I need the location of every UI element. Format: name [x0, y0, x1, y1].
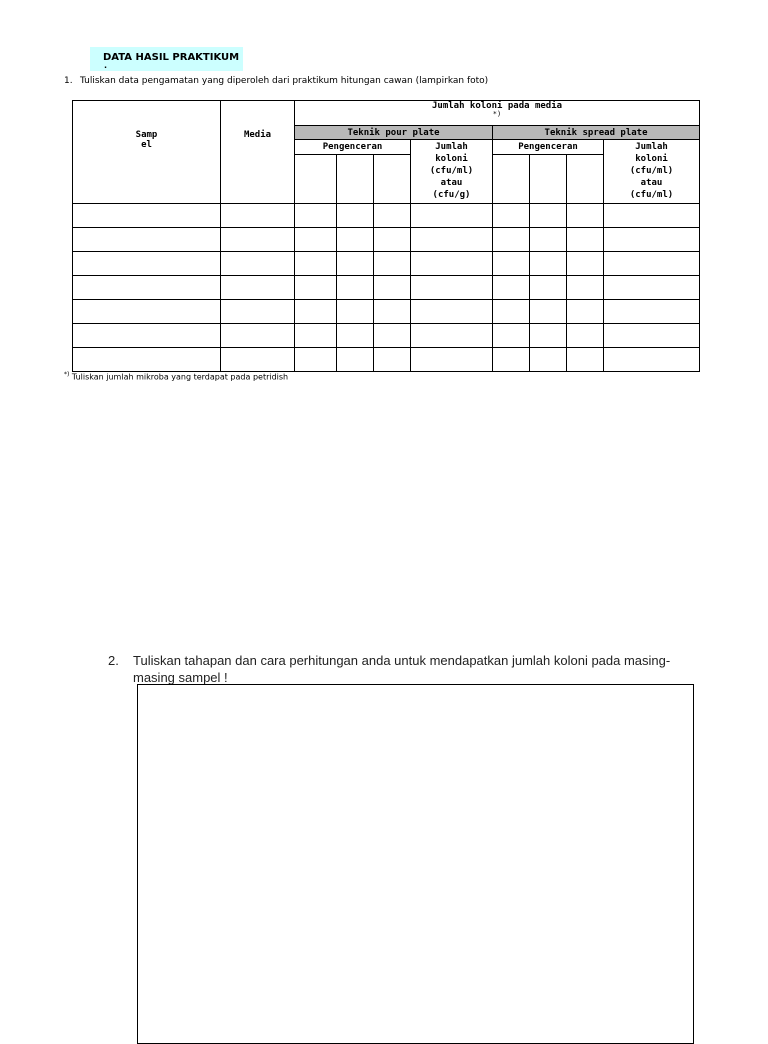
table-cell[interactable]: [295, 348, 337, 372]
header-jumlah-spread: [604, 140, 700, 204]
jumlah-pour-line: atau: [440, 178, 463, 188]
table-cell[interactable]: [337, 324, 374, 348]
jumlah-spread-line: (cfu/ml): [629, 166, 674, 176]
table-cell[interactable]: [530, 252, 567, 276]
footnote-text: Tuliskan jumlah mikroba yang terdapat pada petridish: [71, 372, 289, 382]
question-1-number: 1.: [64, 76, 73, 86]
header-pengenceran-spread: Pengenceran: [493, 140, 604, 155]
table-cell[interactable]: [567, 204, 604, 228]
table-cell[interactable]: [493, 228, 530, 252]
table-cell[interactable]: [530, 276, 567, 300]
table-cell[interactable]: [221, 228, 295, 252]
section-title-text: DATA HASIL PRAKTIKUM: [103, 52, 240, 63]
dilution-cell: [493, 155, 530, 204]
table-cell[interactable]: [567, 300, 604, 324]
jumlah-pour-line: (cfu/g): [432, 190, 471, 200]
table-cell[interactable]: [411, 324, 493, 348]
header-jumlah-koloni-text: Jumlah koloni pada media: [432, 101, 563, 111]
jumlah-pour-line: koloni: [435, 154, 468, 164]
table-cell[interactable]: [337, 348, 374, 372]
table-cell[interactable]: [374, 276, 411, 300]
table-cell[interactable]: [73, 276, 221, 300]
table-cell[interactable]: [411, 300, 493, 324]
table-cell[interactable]: [567, 276, 604, 300]
table-cell[interactable]: [73, 252, 221, 276]
header-pour-plate: Teknik pour plate: [295, 126, 493, 140]
jumlah-pour-line: (cfu/ml): [429, 166, 474, 176]
table-row: [73, 204, 700, 228]
table-cell[interactable]: [493, 252, 530, 276]
question-2-text: Tuliskan tahapan dan cara perhitungan anda untuk mendapatkan jumlah koloni pada masing-masing sampel !: [133, 653, 671, 685]
table-cell[interactable]: [337, 228, 374, 252]
table-cell[interactable]: [567, 252, 604, 276]
table-cell[interactable]: [567, 324, 604, 348]
table-cell[interactable]: [295, 276, 337, 300]
table-cell[interactable]: [221, 276, 295, 300]
header-sample-line1: Samp: [135, 130, 158, 140]
table-cell[interactable]: [221, 204, 295, 228]
header-jumlah-koloni: [295, 101, 700, 126]
table-cell[interactable]: [411, 276, 493, 300]
header-media: Media: [221, 101, 295, 204]
table-cell[interactable]: [411, 252, 493, 276]
question-2: [108, 652, 688, 686]
table-row: [73, 324, 700, 348]
table-cell[interactable]: [493, 348, 530, 372]
jumlah-pour-line: Jumlah: [435, 142, 468, 152]
table-cell[interactable]: [295, 204, 337, 228]
table-row: [73, 228, 700, 252]
table-cell[interactable]: [374, 252, 411, 276]
table-cell[interactable]: [530, 300, 567, 324]
table-cell[interactable]: [604, 300, 700, 324]
table-cell[interactable]: [604, 252, 700, 276]
observation-table: [72, 100, 700, 372]
title-dot: .: [104, 61, 108, 70]
table-cell[interactable]: [295, 228, 337, 252]
table-cell[interactable]: [221, 324, 295, 348]
table-cell[interactable]: [374, 348, 411, 372]
table-cell[interactable]: [221, 300, 295, 324]
table-cell[interactable]: [337, 252, 374, 276]
table-cell[interactable]: [411, 348, 493, 372]
table-cell[interactable]: [493, 276, 530, 300]
table-cell[interactable]: [567, 228, 604, 252]
table-cell[interactable]: [374, 300, 411, 324]
dilution-cell: [337, 155, 374, 204]
table-cell[interactable]: [295, 324, 337, 348]
table-cell[interactable]: [374, 228, 411, 252]
table-cell[interactable]: [295, 252, 337, 276]
header-pengenceran-pour: Pengenceran: [295, 140, 411, 155]
jumlah-spread-line: (cfu/ml): [629, 190, 674, 200]
table-cell[interactable]: [604, 276, 700, 300]
jumlah-spread-line: atau: [640, 178, 663, 188]
question-1-text: Tuliskan data pengamatan yang diperoleh dari praktikum hitungan cawan (lampirkan foto): [80, 76, 489, 86]
table-cell[interactable]: [493, 300, 530, 324]
table-cell[interactable]: [73, 348, 221, 372]
section-title: [90, 47, 243, 71]
jumlah-spread-line: Jumlah: [635, 142, 668, 152]
table-cell[interactable]: [530, 228, 567, 252]
footnote: [64, 371, 288, 382]
dilution-cell: [530, 155, 567, 204]
table-cell[interactable]: [73, 228, 221, 252]
dilution-cell: [567, 155, 604, 204]
table-cell[interactable]: [337, 300, 374, 324]
table-cell[interactable]: [604, 348, 700, 372]
answer-box[interactable]: [137, 684, 694, 1044]
table-cell[interactable]: [604, 324, 700, 348]
header-jumlah-pour: [411, 140, 493, 204]
header-spread-plate: Teknik spread plate: [493, 126, 700, 140]
table-cell[interactable]: [411, 228, 493, 252]
question-2-number: 2.: [108, 653, 119, 668]
table-cell[interactable]: [493, 204, 530, 228]
table-cell[interactable]: [604, 204, 700, 228]
question-1: [64, 76, 488, 86]
table-cell[interactable]: [221, 348, 295, 372]
table-row: [73, 348, 700, 372]
footnote-marker: *): [64, 371, 70, 378]
header-marker: *): [492, 110, 502, 118]
table-cell[interactable]: [73, 204, 221, 228]
table-cell[interactable]: [604, 228, 700, 252]
table-cell[interactable]: [73, 300, 221, 324]
header-sample-line2: el: [141, 140, 152, 150]
table-cell[interactable]: [530, 348, 567, 372]
table-cell[interactable]: [411, 204, 493, 228]
table-cell[interactable]: [374, 324, 411, 348]
table-cell[interactable]: [221, 252, 295, 276]
table-cell[interactable]: [493, 324, 530, 348]
table-row: [73, 276, 700, 300]
table-cell[interactable]: [337, 276, 374, 300]
table-cell[interactable]: [530, 204, 567, 228]
table-row: [73, 300, 700, 324]
dilution-cell: [295, 155, 337, 204]
table-cell[interactable]: [530, 324, 567, 348]
jumlah-spread-line: koloni: [635, 154, 668, 164]
table-cell[interactable]: [337, 204, 374, 228]
table-cell[interactable]: [374, 204, 411, 228]
table-cell[interactable]: [295, 300, 337, 324]
header-sample: [73, 101, 221, 204]
dilution-cell: [374, 155, 411, 204]
table-row: [73, 252, 700, 276]
table-body: [73, 204, 700, 372]
table-cell[interactable]: [73, 324, 221, 348]
table-cell[interactable]: [567, 348, 604, 372]
